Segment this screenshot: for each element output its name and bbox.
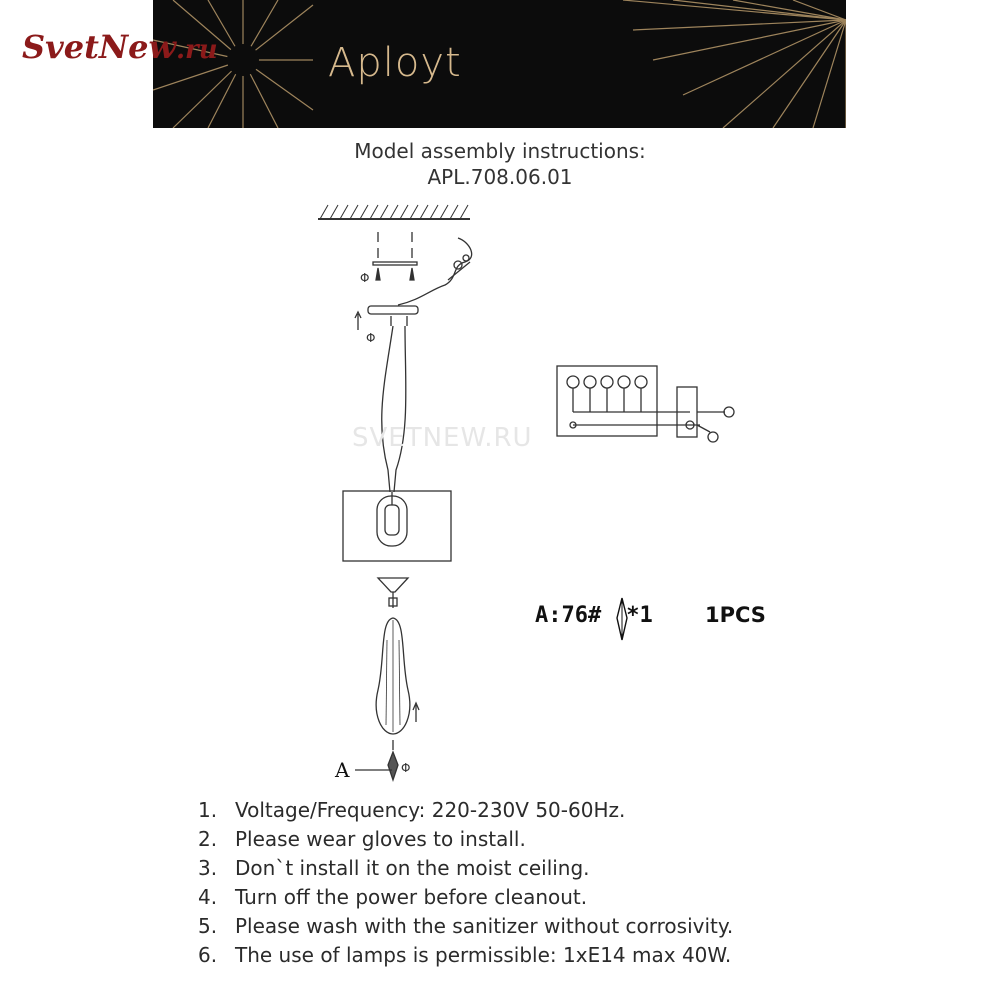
instructions-list bbox=[198, 796, 733, 970]
instruction-item: 3. Don`t install it on the moist ceiling. bbox=[198, 856, 590, 880]
part-quantity: 1PCS bbox=[705, 603, 766, 627]
instruction-item: 2. Please wear gloves to install. bbox=[198, 827, 526, 851]
ceiling-hatch bbox=[320, 205, 468, 219]
watermark: SVETNEW.RU bbox=[352, 423, 533, 453]
svg-text:Φ: Φ bbox=[366, 331, 376, 345]
instruction-item: 1. Voltage/Frequency: 220-230V 50-60Hz. bbox=[198, 798, 626, 822]
part-code-label: A:76# bbox=[535, 603, 602, 628]
svg-text:Φ: Φ bbox=[401, 761, 411, 775]
site-logo-domain: .ru bbox=[176, 35, 218, 65]
svg-text:Φ: Φ bbox=[360, 271, 370, 285]
part-callout: A bbox=[335, 758, 350, 782]
model-number: APL.708.06.01 bbox=[427, 165, 573, 189]
instruction-item: 6. The use of lamps is permissible: 1xE14 max 40W. bbox=[198, 943, 732, 967]
instruction-item: 5. Please wash with the sanitizer without corrosivity. bbox=[198, 914, 734, 938]
part-multiplier: *1 bbox=[626, 603, 653, 628]
page-title: Model assembly instructions: bbox=[354, 139, 646, 163]
site-logo-text: SvetNew bbox=[22, 28, 176, 66]
brand-name: Aployt bbox=[328, 40, 462, 86]
part-code bbox=[535, 603, 653, 628]
instruction-item: 4. Turn off the power before cleanout. bbox=[198, 885, 588, 909]
